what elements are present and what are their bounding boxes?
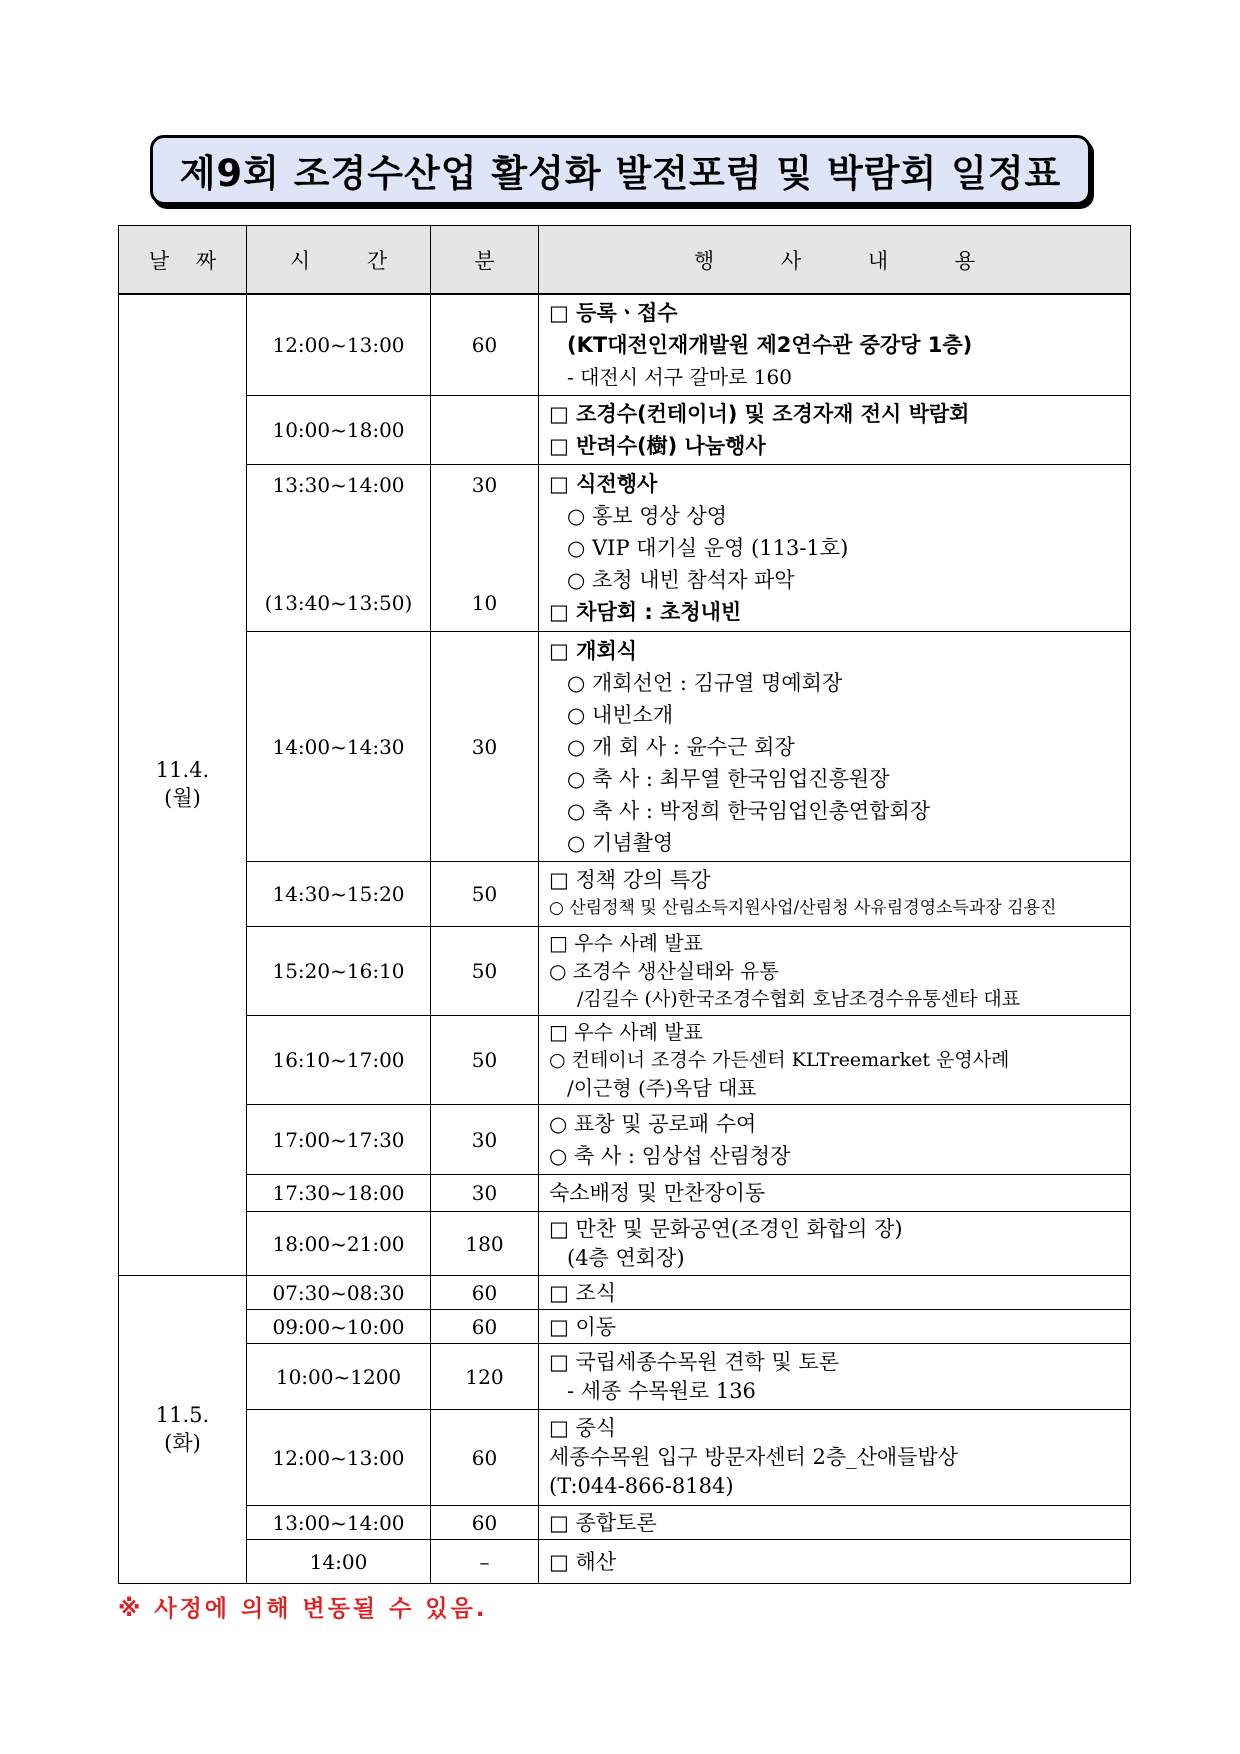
table-row — [119, 1105, 1131, 1175]
event-line: ○ 표창 및 공로패 수여 — [549, 1111, 757, 1136]
event-line: □ 종합토론 — [549, 1510, 657, 1535]
schedule-table — [118, 225, 1131, 1584]
event-cell — [539, 396, 1131, 465]
event-line: □ 조식 — [549, 1280, 617, 1305]
event-line: □ 우수 사례 발표 — [549, 1020, 703, 1044]
time-cell: 14:00~14:30 — [247, 632, 431, 862]
minutes-cell: 120 — [431, 1344, 539, 1410]
event-cell — [539, 1344, 1131, 1410]
table-row — [119, 396, 1131, 465]
minutes-cell: 60 — [431, 1410, 539, 1506]
minutes-cell: 50 — [431, 927, 539, 1016]
document-title: 제9회 조경수산업 활성화 발전포럼 및 박람회 일정표 — [179, 152, 1062, 195]
date-day2: 11.5. — [155, 1402, 210, 1427]
event-line: ○ 개 회 사 : 윤수근 회장 — [567, 734, 795, 759]
table-row — [119, 294, 1131, 396]
document-title-box — [150, 135, 1091, 205]
time-cell: 15:20~16:10 — [247, 927, 431, 1016]
event-cell — [539, 1410, 1131, 1506]
event-cell — [539, 1105, 1131, 1175]
minutes-cell: 30 — [431, 1105, 539, 1175]
minutes-cell: 60 — [431, 1506, 539, 1540]
time-cell: 14:30~15:20 — [247, 862, 431, 927]
event-cell — [539, 927, 1131, 1016]
event-line: ○ 축 사 : 최무열 한국임업진흥원장 — [567, 766, 890, 791]
event-line: ○ 축 사 : 임상섭 산림청장 — [549, 1143, 791, 1168]
event-line: ○ 기념촬영 — [567, 830, 674, 855]
weekday-day2: (화) — [164, 1430, 201, 1455]
event-line: □ 정책 강의 특강 — [549, 868, 711, 892]
event-line: □ 등록ㆍ접수 — [549, 301, 678, 325]
event-line: ○ 개회선언 : 김규열 명예회장 — [567, 670, 843, 695]
event-line: ○ 조경수 생산실태와 유통 — [549, 959, 779, 983]
event-line: ○ 산림정책 및 산림소득지원사업/산림청 사유림경영소득과장 김용진 — [549, 898, 1057, 918]
time-cell: 07:30~08:30 — [247, 1276, 431, 1310]
minutes-cell — [431, 396, 539, 465]
table-row — [119, 1310, 1131, 1344]
time-cell: 10:00~18:00 — [247, 396, 431, 465]
table-row — [119, 1175, 1131, 1212]
event-cell — [539, 1506, 1131, 1540]
time-cell: 17:30~18:00 — [247, 1175, 431, 1212]
date-cell-day2 — [119, 1276, 247, 1584]
weekday-day1: (월) — [164, 786, 201, 810]
minutes-cell: 30 — [431, 1175, 539, 1212]
event-line: ○ 축 사 : 박정희 한국임업인총연합회장 — [567, 798, 931, 823]
minutes-cell: 50 — [431, 862, 539, 927]
event-line: □ 이동 — [549, 1314, 617, 1339]
time-cell: 10:00~1200 — [247, 1344, 431, 1410]
table-row — [119, 1506, 1131, 1540]
event-line: - 세종 수목원로 136 — [567, 1378, 756, 1403]
table-row — [119, 862, 1131, 927]
minutes-cell: – — [431, 1540, 539, 1584]
minutes-cell: 50 — [431, 1016, 539, 1105]
header-time: 시 간 — [247, 226, 431, 295]
event-line: □ 차담회 : 초청내빈 — [549, 600, 742, 624]
table-row — [119, 927, 1131, 1016]
date-day1: 11.4. — [155, 758, 210, 782]
time-value-sub: (13:40~13:50) — [264, 591, 413, 615]
header-date: 날 짜 — [119, 226, 247, 295]
event-line: □ 중식 — [549, 1416, 617, 1440]
time-value: 13:30~14:00 — [272, 473, 405, 497]
event-line: ○ 초청 내빈 참석자 파악 — [567, 568, 795, 592]
minutes-cell — [431, 465, 539, 632]
date-cell-day1 — [119, 294, 247, 1276]
event-line: □ 반려수(樹) 나눔행사 — [549, 434, 766, 458]
event-line: □ 식전행사 — [549, 472, 658, 496]
event-line: (T:044-866-8184) — [549, 1474, 734, 1498]
event-line: ○ 홍보 영상 상영 — [567, 504, 728, 528]
table-row — [119, 1410, 1131, 1506]
table-header-row — [119, 226, 1131, 295]
event-line: □ 해산 — [549, 1549, 617, 1574]
header-minutes: 분 — [431, 226, 539, 295]
table-row — [119, 1212, 1131, 1276]
minutes-cell: 60 — [431, 1276, 539, 1310]
time-cell: 18:00~21:00 — [247, 1212, 431, 1276]
header-event: 행 사 내 용 — [539, 226, 1131, 295]
table-row — [119, 1540, 1131, 1584]
table-row — [119, 1016, 1131, 1105]
event-line: 세종수목원 입구 방문자센터 2층_산애들밥상 — [549, 1445, 959, 1469]
minutes-cell: 60 — [431, 1310, 539, 1344]
event-line: □ 우수 사례 발표 — [549, 931, 703, 955]
time-cell: 13:00~14:00 — [247, 1506, 431, 1540]
event-cell — [539, 1276, 1131, 1310]
event-line: ○ VIP 대기실 운영 (113-1호) — [567, 536, 849, 560]
minutes-value: 30 — [471, 473, 498, 497]
event-line: /이근형 (주)옥담 대표 — [567, 1076, 757, 1100]
table-row — [119, 465, 1131, 632]
time-cell — [247, 465, 431, 632]
minutes-cell: 60 — [431, 294, 539, 396]
event-line: □ 개회식 — [549, 638, 638, 663]
event-cell — [539, 1540, 1131, 1584]
event-line: □ 국립세종수목원 견학 및 토론 — [549, 1349, 839, 1374]
event-cell — [539, 465, 1131, 632]
time-cell: 17:00~17:30 — [247, 1105, 431, 1175]
event-cell — [539, 1016, 1131, 1105]
event-cell — [539, 632, 1131, 862]
minutes-cell: 30 — [431, 632, 539, 862]
event-cell — [539, 1175, 1131, 1212]
table-row — [119, 632, 1131, 862]
table-row — [119, 1344, 1131, 1410]
time-cell: 12:00~13:00 — [247, 294, 431, 396]
event-cell — [539, 862, 1131, 927]
event-line: □ 만찬 및 문화공연(조경인 화합의 장) — [549, 1216, 903, 1241]
table-row — [119, 1276, 1131, 1310]
event-line: ○ 내빈소개 — [567, 702, 674, 727]
change-notice: ※ 사정에 의해 변동될 수 있음. — [118, 1596, 488, 1622]
time-cell: 16:10~17:00 — [247, 1016, 431, 1105]
event-line: /김길수 (사)한국조경수협회 호남조경수유통센타 대표 — [577, 988, 1021, 1010]
event-line: (KT대전인재개발원 제2연수관 중강당 1층) — [567, 333, 973, 357]
event-line: □ 조경수(컨테이너) 및 조경자재 전시 박람회 — [549, 402, 970, 426]
event-line: ○ 컨테이너 조경수 가든센터 KLTreemarket 운영사례 — [549, 1049, 1010, 1071]
event-line: 숙소배정 및 만찬장이동 — [549, 1181, 766, 1205]
event-cell — [539, 1212, 1131, 1276]
time-cell: 14:00 — [247, 1540, 431, 1584]
event-line: - 대전시 서구 갈마로 160 — [567, 365, 792, 389]
minutes-value-sub: 10 — [471, 591, 498, 615]
minutes-cell: 180 — [431, 1212, 539, 1276]
event-cell — [539, 1310, 1131, 1344]
event-cell — [539, 294, 1131, 396]
event-line: (4층 연회장) — [567, 1245, 685, 1270]
time-cell: 09:00~10:00 — [247, 1310, 431, 1344]
time-cell: 12:00~13:00 — [247, 1410, 431, 1506]
